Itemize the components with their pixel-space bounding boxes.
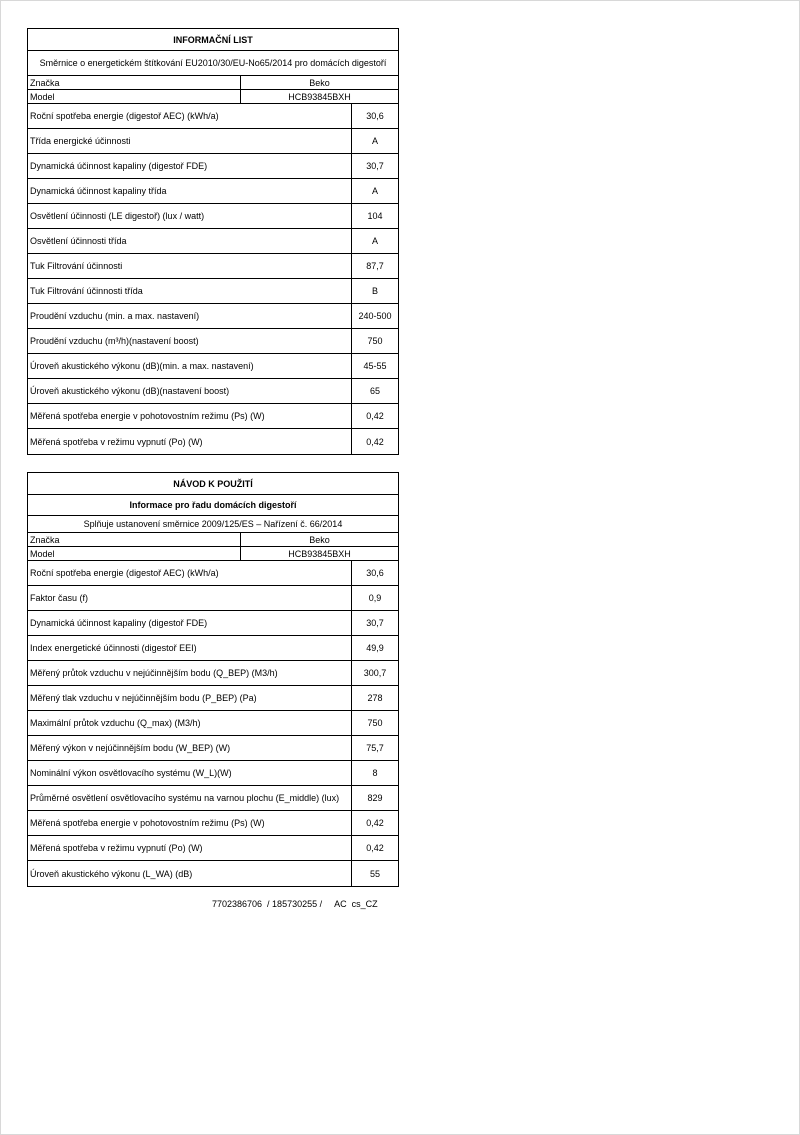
- row-value: 45-55: [363, 361, 387, 371]
- row-label: Měřená spotřeba energie v pohotovostním režimu (Ps) (W): [28, 404, 352, 428]
- table-row: [28, 204, 398, 229]
- row-value: 278: [367, 693, 383, 703]
- brand-label: Značka: [28, 76, 241, 89]
- table-row: [28, 379, 398, 404]
- table-row: [28, 586, 398, 611]
- directive-text: Splňuje ustanovení směrnice 2009/125/ES – Nařízení č. 66/2014: [83, 519, 343, 529]
- row-label: Dynamická účinnost kapaliny (digestoř FDE): [28, 611, 352, 635]
- brand-row: [28, 76, 398, 90]
- brand-label: Značka: [28, 533, 241, 546]
- row-value: 300,7: [363, 668, 387, 678]
- directive-text: Směrnice o energetickém štítkování EU2010/30/EU-No65/2014 pro domácích digestoří: [39, 58, 387, 68]
- row-value: 0,42: [366, 436, 384, 447]
- table-row: [28, 861, 398, 886]
- row-label: Měřená spotřeba v režimu vypnutí (Po) (W): [28, 429, 352, 454]
- sheet1-data-rows: [28, 104, 398, 454]
- directive-row: [28, 51, 398, 76]
- row-label: Průměrné osvětlení osvětlovacího systému na varnou plochu (E_middle) (lux): [28, 786, 352, 810]
- brand-row: [28, 533, 398, 547]
- brand-value: Beko: [309, 77, 330, 88]
- row-value: 750: [367, 718, 383, 728]
- row-label: Osvětlení účinnosti třída: [28, 229, 352, 253]
- subtitle-row: [28, 495, 398, 516]
- table-row: [28, 229, 398, 254]
- table-row: [28, 761, 398, 786]
- table-row: [28, 786, 398, 811]
- sheet-title: [28, 473, 398, 495]
- sheet-title: [28, 29, 398, 51]
- table-row: [28, 611, 398, 636]
- directive-row: [28, 516, 398, 533]
- row-label: Měřená spotřeba energie v pohotovostním režimu (Ps) (W): [28, 811, 352, 835]
- table-row: [28, 686, 398, 711]
- row-value: 8: [372, 768, 378, 778]
- table-row: [28, 404, 398, 429]
- row-label: Úroveň akustického výkonu (dB)(min. a max. nastavení): [28, 354, 352, 378]
- row-value: 30,7: [366, 161, 384, 171]
- table-row: [28, 129, 398, 154]
- table-row: [28, 254, 398, 279]
- row-value: 0,9: [368, 593, 382, 603]
- row-value: 75,7: [366, 743, 384, 753]
- row-value: 829: [367, 793, 383, 803]
- row-value: 30,6: [366, 568, 384, 578]
- instructions-sheet: [27, 472, 399, 887]
- sheet-title-text: NÁVOD K POUŽITÍ: [173, 478, 253, 489]
- table-row: [28, 736, 398, 761]
- table-row: [28, 304, 398, 329]
- row-value: 750: [367, 336, 383, 346]
- row-label: Třída energické účinnosti: [28, 129, 352, 153]
- row-value: 104: [367, 211, 383, 221]
- row-value: 0,42: [366, 818, 384, 828]
- model-label: Model: [28, 90, 241, 103]
- sheet-title-text: INFORMAČNÍ LIST: [173, 34, 253, 45]
- subtitle-text: Informace pro řadu domácích digestoří: [129, 500, 297, 510]
- row-value: 30,6: [366, 111, 384, 121]
- table-row: [28, 836, 398, 861]
- row-value: 55: [369, 868, 380, 879]
- row-label: Faktor času (f): [28, 586, 352, 610]
- table-row: [28, 154, 398, 179]
- row-label: Dynamická účinnost kapaliny (digestoř FDE): [28, 154, 352, 178]
- row-label: Roční spotřeba energie (digestoř AEC) (kWh/a): [28, 104, 352, 128]
- row-label: Dynamická účinnost kapaliny třída: [28, 179, 352, 203]
- row-label: Index energetické účinnosti (digestoř EEI): [28, 636, 352, 660]
- model-row: [28, 90, 398, 104]
- model-value: HCB93845BXH: [288, 91, 351, 102]
- row-value: 65: [369, 386, 380, 396]
- brand-value: Beko: [309, 534, 330, 545]
- row-label: Měřená spotřeba v režimu vypnutí (Po) (W): [28, 836, 352, 860]
- row-value: 240-500: [358, 311, 392, 321]
- row-value: 49,9: [366, 643, 384, 653]
- table-row: [28, 354, 398, 379]
- table-row: [28, 279, 398, 304]
- row-label: Proudění vzduchu (min. a max. nastavení): [28, 304, 352, 328]
- document-footer: 7702386706 / 185730255 / AC cs_CZ: [212, 899, 378, 909]
- table-row: [28, 429, 398, 454]
- row-label: Měřený průtok vzduchu v nejúčinnějším bodu (Q_BEP) (M3/h): [28, 661, 352, 685]
- row-label: Nominální výkon osvětlovacího systému (W_L)(W): [28, 761, 352, 785]
- row-label: Měřený tlak vzduchu v nejúčinnějším bodu (P_BEP) (Pa): [28, 686, 352, 710]
- table-row: [28, 329, 398, 354]
- row-value: 0,42: [366, 411, 384, 421]
- row-value: 0,42: [366, 843, 384, 853]
- row-label: Tuk Filtrování účinnosti: [28, 254, 352, 278]
- row-label: Měřený výkon v nejúčinnějším bodu (W_BEP) (W): [28, 736, 352, 760]
- model-row: [28, 547, 398, 561]
- row-label: Proudění vzduchu (m³/h)(nastavení boost): [28, 329, 352, 353]
- row-value: 87,7: [366, 261, 384, 271]
- row-label: Roční spotřeba energie (digestoř AEC) (kWh/a): [28, 561, 352, 585]
- table-row: [28, 561, 398, 586]
- row-value: A: [371, 236, 378, 246]
- row-label: Úroveň akustického výkonu (L_WA) (dB): [28, 861, 352, 886]
- row-label: Úroveň akustického výkonu (dB)(nastavení boost): [28, 379, 352, 403]
- model-value: HCB93845BXH: [288, 548, 351, 559]
- row-label: Maximální průtok vzduchu (Q_max) (M3/h): [28, 711, 352, 735]
- table-row: [28, 179, 398, 204]
- table-row: [28, 811, 398, 836]
- table-row: [28, 104, 398, 129]
- table-row: [28, 711, 398, 736]
- row-label: Osvětlení účinnosti (LE digestoř) (lux / watt): [28, 204, 352, 228]
- table-row: [28, 636, 398, 661]
- row-value: A: [371, 136, 378, 146]
- information-sheet: [27, 28, 399, 455]
- row-value: A: [371, 186, 378, 196]
- row-label: Tuk Filtrování účinnosti třída: [28, 279, 352, 303]
- row-value: B: [371, 286, 378, 296]
- row-value: 30,7: [366, 618, 384, 628]
- model-label: Model: [28, 547, 241, 560]
- table-row: [28, 661, 398, 686]
- sheet2-data-rows: [28, 561, 398, 886]
